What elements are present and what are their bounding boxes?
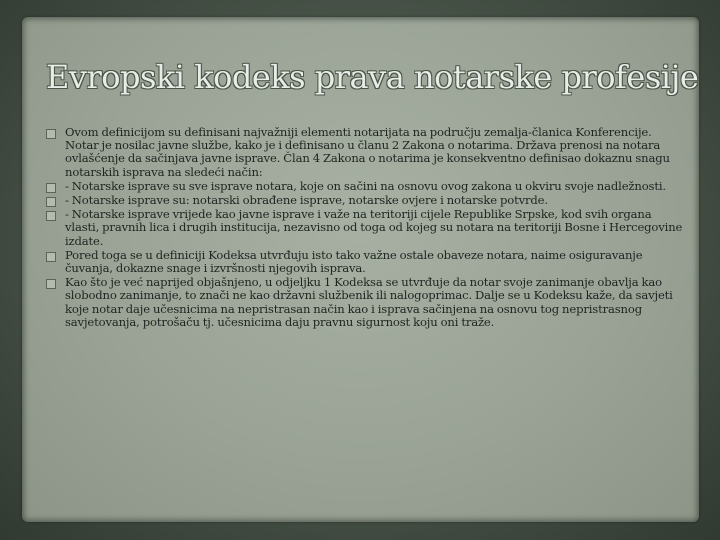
checkbox-bullet-icon — [46, 279, 56, 289]
bullet-text: - Notarske isprave su: notarski obrađene isprave, notarske ovjere i notarske potvrde. — [65, 193, 548, 208]
bullet-text: - Notarske isprave vrijede kao javne isprave i važe na teritoriji cijele Republike Srpske, kod svih organa vlasti, pravnih lica i drugih institucija, nezavisno od toga od kojeg su notara na teritoriji Bosne i Hercegovine izdate. — [65, 207, 683, 248]
bullet-item — [46, 208, 686, 248]
bullet-text: Kao što je već naprijed objašnjeno, u odjeljku 1 Kodeksa se utvrđuje da notar svoje zanimanje obavlja kao slobodno zanimanje, to znači ne kao državni službenik ili nalogoprimac. Dalje se u Kodeksu kaže, da savjeti koje notar daje učesnicima na nepristrasan način kao i isprava sačinjena na osnovu tog nepristrasnog savjetovanja, potrošaču tj. učesnicima daju pravnu sigurnost koju oni traže. — [65, 275, 673, 329]
checkbox-bullet-icon — [46, 183, 56, 193]
checkbox-bullet-icon — [46, 197, 56, 207]
bullet-item — [46, 126, 686, 179]
bullet-item — [46, 276, 686, 329]
bullet-text: - Notarske isprave su sve isprave notara, koje on sačini na osnovu ovog zakona u okviru svoje nadležnosti. — [65, 178, 666, 193]
slide-title: Evropski kodeks prava notarske profesije — [46, 58, 699, 96]
bullet-text: Pored toga se u definiciji Kodeksa utvrđuju isto tako važne ostale obaveze notara, naime osiguravanje čuvanja, dokazne snage i izvršnosti njegovih isprava. — [65, 247, 643, 276]
bullet-list — [46, 126, 686, 330]
bullet-text: Ovom definicijom su definisani najvažniji elementi notarijata na području zemalja-članica Konferencije. Notar je nosilac javne službe, kako je i definisano u članu 2 Zakona o notarima. Država prenosi na notara ovlašćenje da sačinjava javne isprave. Član 4 Zakona o notarima je konsekventno definisao dokaznu snagu notarskih isprava na sledeći način: — [65, 125, 670, 179]
checkbox-bullet-icon — [46, 129, 56, 139]
bullet-item — [46, 249, 686, 275]
bullet-item — [46, 194, 686, 207]
bullet-item — [46, 180, 686, 193]
checkbox-bullet-icon — [46, 211, 56, 221]
checkbox-bullet-icon — [46, 252, 56, 262]
